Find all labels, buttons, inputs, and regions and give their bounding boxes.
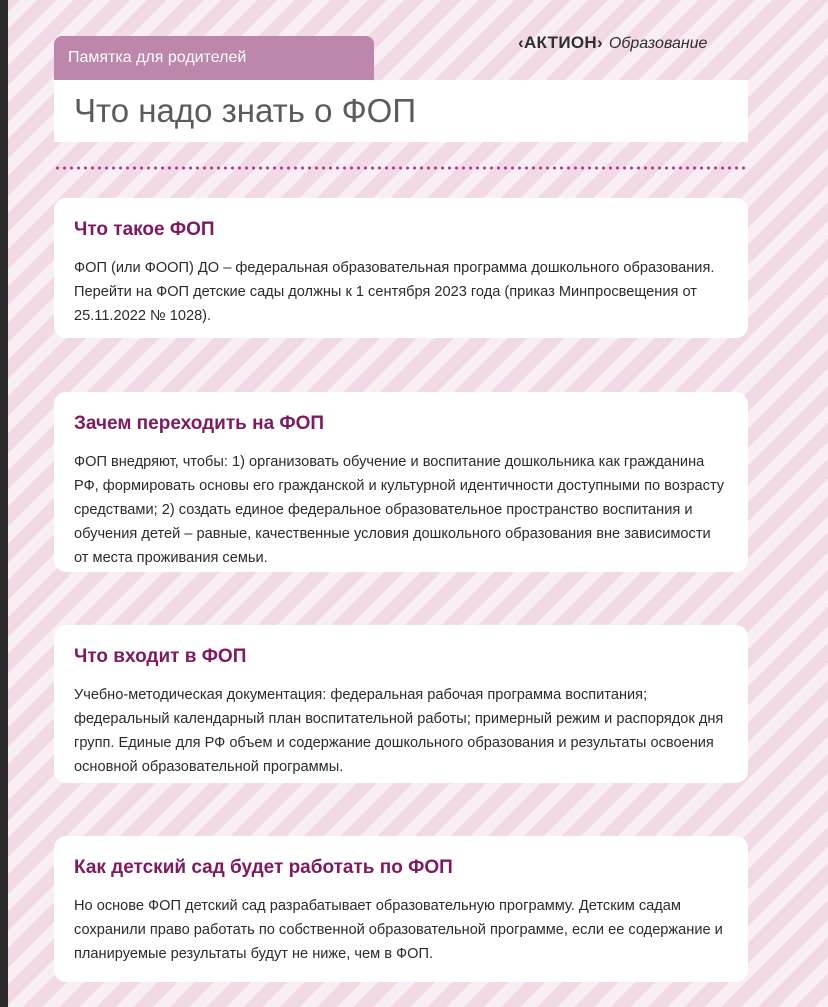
brand-logo-subtitle: Образование bbox=[608, 35, 708, 52]
section-heading: Зачем переходить на ФОП bbox=[74, 413, 325, 434]
section-card-contents bbox=[54, 625, 748, 783]
memo-page bbox=[8, 0, 828, 1007]
title-box bbox=[54, 80, 748, 142]
section-card-how bbox=[54, 836, 748, 982]
section-card-what-is bbox=[54, 198, 748, 338]
page-edge bbox=[0, 0, 8, 1007]
memo-tag: Памятка для родителей bbox=[54, 36, 374, 80]
section-heading: Что входит в ФОП bbox=[74, 646, 247, 667]
brand-logo bbox=[518, 33, 707, 57]
section-text: ФОП (или ФООП) ДО – федеральная образовательная программа дошкольного образования. Перейти на ФОП детские сады должны к 1 сентября 2023 года (приказ Минпросвещения от 25.11.2022 № 1028). bbox=[74, 260, 715, 324]
section-text: Учебно-методическая документация: федеральная рабочая программа воспитания; федеральный календарный план воспитательной работы; примерный режим и распорядок дня групп. Единые для РФ объем и содержание дошкольного образования и результаты освоения основной образовательной программы. bbox=[74, 687, 724, 775]
brand-logo-mark: ‹АКТИОН› bbox=[518, 33, 603, 52]
section-text: Но основе ФОП детский сад разрабатывает образовательную программу. Детским садам сохранили право работать по собственной образовательной программе, если ее содержание и планируемые результаты будут не ниже, чем в ФОП. bbox=[74, 898, 723, 962]
section-heading: Как детский сад будет работать по ФОП bbox=[74, 857, 453, 878]
page-title: Что надо знать о ФОП bbox=[74, 92, 417, 129]
dotted-divider bbox=[54, 166, 748, 170]
section-card-why bbox=[54, 392, 748, 572]
section-heading: Что такое ФОП bbox=[74, 219, 215, 240]
section-text: ФОП внедряют, чтобы: 1) организовать обучение и воспитание дошкольника как гражданина РФ, формировать основы его гражданской и культурной идентичности доступными по возрасту средствами; 2) создать единое федеральное образовательное пространство воспитания и обучения детей – равные, качественные условия дошкольного образования вне зависимости от места проживания семьи. bbox=[74, 454, 725, 566]
